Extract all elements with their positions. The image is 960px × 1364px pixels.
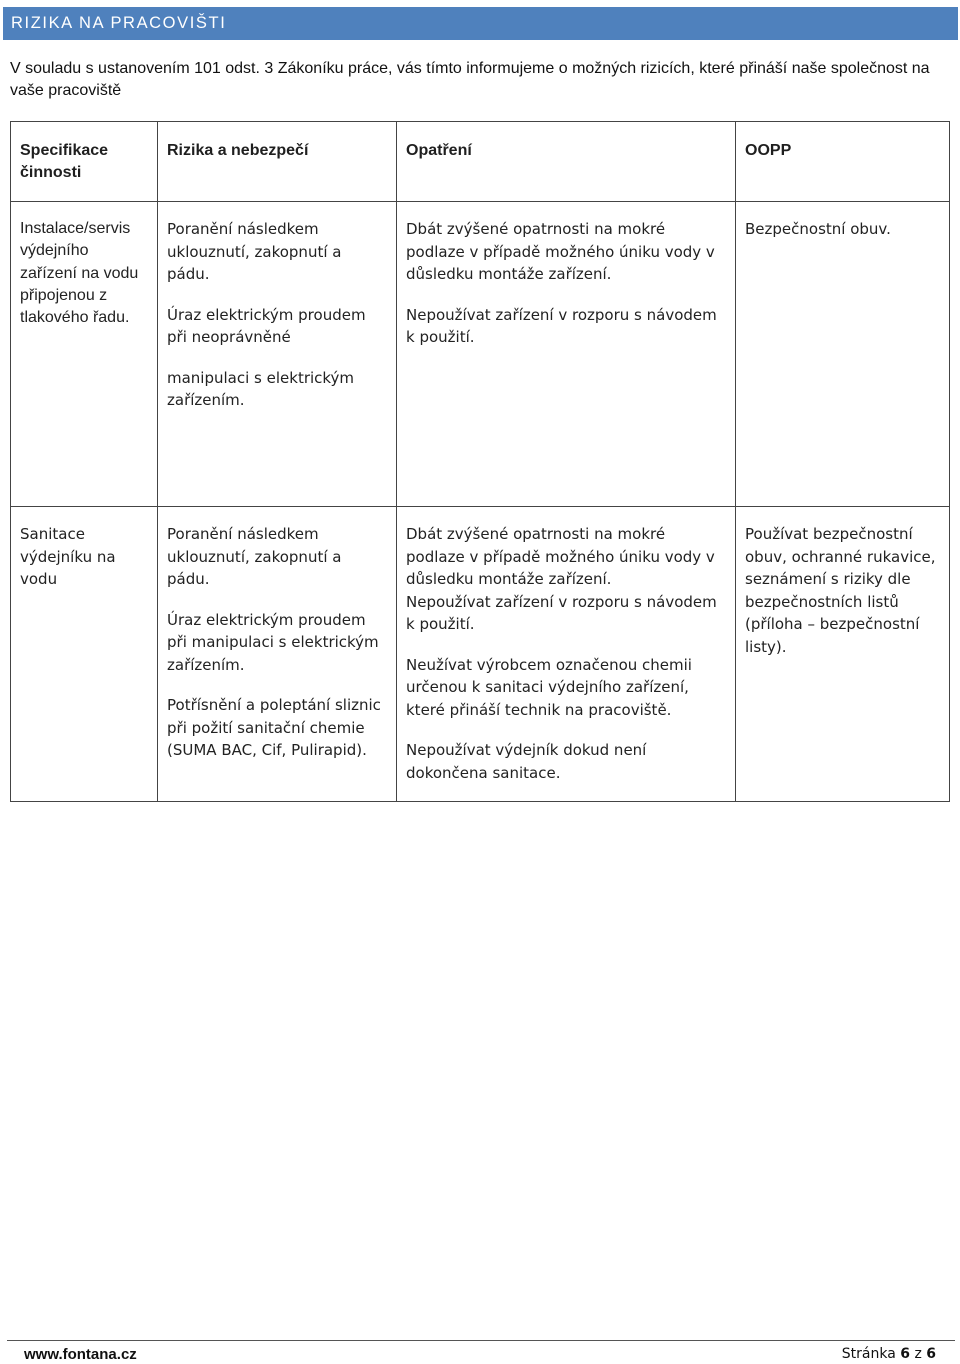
risk-item: manipulaci s elektrickým zařízením. xyxy=(167,368,355,409)
page-title: RIZIKA NA PRACOVIŠTI xyxy=(11,14,227,32)
footer-website-link[interactable]: www.fontana.cz xyxy=(24,1346,137,1363)
ppe-cell xyxy=(736,507,950,802)
page-separator: z xyxy=(914,1346,922,1362)
risk-item: Úraz elektrickým proudem při neoprávněné xyxy=(167,305,366,346)
page-current: 6 xyxy=(900,1346,910,1362)
ppe-text: Bezpečnostní obuv. xyxy=(745,220,891,238)
risk-item: Potřísnění a poleptání sliznic při požití sanitační chemie (SUMA BAC, Cif, Pulirapid). xyxy=(167,696,381,759)
page-label: Stránka xyxy=(841,1346,896,1362)
measure-item: Nepoužívat zařízení v rozporu s návodem k použití. xyxy=(406,305,717,346)
measure-item: Dbát zvýšené opatrnosti na mokré podlaze v případě možného úniku vody v důsledku montáže zařízení. xyxy=(406,525,715,588)
page-total: 6 xyxy=(926,1346,936,1362)
table-row xyxy=(11,202,950,507)
header-activity: Specifikace činnosti xyxy=(11,122,158,202)
ppe-cell xyxy=(736,202,950,507)
risk-item: Poranění následkem uklouznutí, zakopnutí a pádu. xyxy=(167,525,342,588)
footer-divider xyxy=(7,1340,955,1341)
intro-paragraph: V souladu s ustanovením 101 odst. 3 Zákoníku práce, vás tímto informujeme o možných rizicích, které přináší naše společnost na vaše pracoviště xyxy=(10,60,930,99)
table-row xyxy=(11,507,950,802)
header-ppe: OOPP xyxy=(736,122,950,202)
activity-cell xyxy=(11,507,158,802)
measures-cell xyxy=(397,202,736,507)
header-measures: Opatření xyxy=(397,122,736,202)
risk-table xyxy=(10,121,950,802)
title-bar xyxy=(3,7,958,40)
risk-item: Úraz elektrickým proudem při manipulaci s elektrickým zařízením. xyxy=(167,610,379,674)
risks-cell xyxy=(158,202,397,507)
measure-item: Nepoužívat výdejník dokud není dokončena sanitace. xyxy=(406,741,647,782)
ppe-text: Používat bezpečnostní obuv, ochranné rukavice, seznámení s riziky dle bezpečnostních listů (příloha – bezpečnostní listy). xyxy=(745,525,936,656)
activity-text: Instalace/servis výdejního zařízení na vodu připojenou z tlakového řadu. xyxy=(20,220,139,327)
activity-cell xyxy=(11,202,158,507)
risks-cell xyxy=(158,507,397,802)
header-risks: Rizika a nebezpečí xyxy=(158,122,397,202)
footer-page-number xyxy=(842,1346,936,1362)
activity-text: Sanitace výdejníku na vodu xyxy=(20,525,116,588)
measure-item: Dbát zvýšené opatrnosti na mokré podlaze v případě možného úniku vody v důsledku montáže zařízení. xyxy=(406,220,715,283)
table-header-row xyxy=(11,122,950,202)
measure-item: Neužívat výrobcem označenou chemii určenou k sanitaci výdejního zařízení, které přináší technik na pracoviště. xyxy=(406,655,692,719)
risk-item: Poranění následkem uklouznutí, zakopnutí a pádu. xyxy=(167,220,342,283)
measure-item: Nepoužívat zařízení v rozporu s návodem k použití. xyxy=(406,592,717,633)
measures-cell xyxy=(397,507,736,802)
